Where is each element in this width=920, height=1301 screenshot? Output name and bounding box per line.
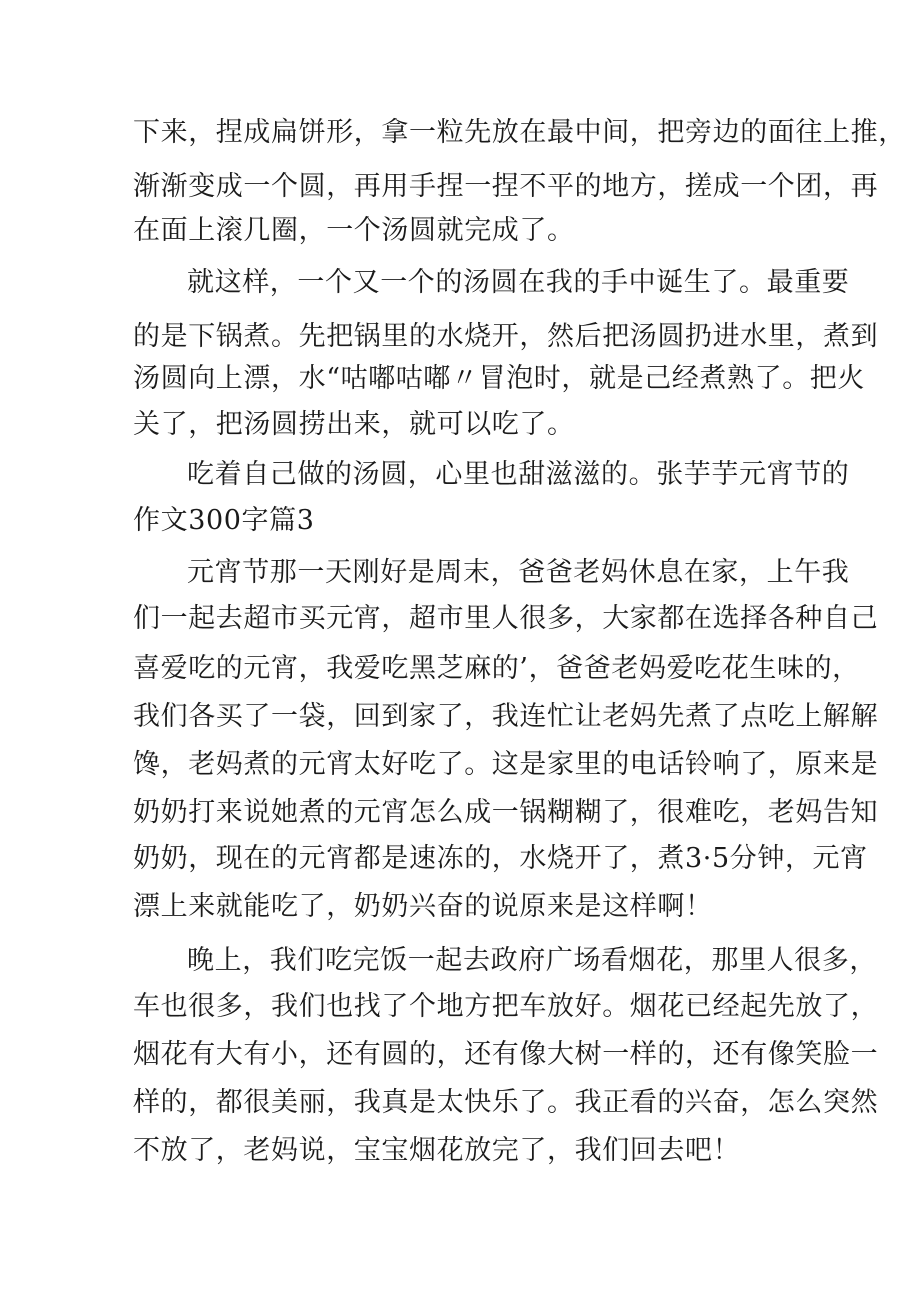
text-line: 喜爱吃的元宵，我爱吃黑芝麻的’，爸爸老妈爱吃花生味的， xyxy=(133,653,860,684)
text-line: 晚上，我们吃完饭一起去政府广场看烟花，那里人很多， xyxy=(187,945,877,976)
text-line: 作文300字篇3 xyxy=(133,505,315,536)
text-line: 汤圆向上漂，水“咕嘟咕嘟〃冒泡时，就是己经煮熟了。把火 xyxy=(133,363,866,394)
text-line: 我们各买了一袋，回到家了，我连忙让老妈先煮了点吃上解解 xyxy=(133,701,879,732)
text-line: 在面上滚几圈，一个汤圆就完成了。 xyxy=(133,215,575,246)
text-line: 奶奶，现在的元宵都是速冻的，水烧开了，煮3·5分钟，元宵 xyxy=(133,843,868,874)
text-line: 吃着自己做的汤圆，心里也甜滋滋的。张芋芋元宵节的 xyxy=(187,459,850,490)
text-line: 就这样，一个又一个的汤圆在我的手中诞生了。最重要 xyxy=(187,267,850,298)
text-line: 渐渐变成一个圆，再用手捏一捏不平的地方，搓成一个团，再 xyxy=(133,171,879,202)
text-line: 的是下锅煮。先把锅里的水烧开，然后把汤圆扔进水里，煮到 xyxy=(133,321,879,352)
text-line: 下来，捏成扁饼形，拿一粒先放在最中间，把旁边的面往上推， xyxy=(133,117,906,148)
text-line: 奶奶打来说她煮的元宵怎么成一锅糊糊了，很难吃，老妈告知 xyxy=(133,797,879,828)
text-line: 不放了，老妈说，宝宝烟花放完了，我们回去吧！ xyxy=(133,1135,741,1166)
text-line: 馋，老妈煮的元宵太好吃了。这是家里的电话铃响了，原来是 xyxy=(133,749,879,780)
text-line: 元宵节那一天刚好是周末，爸爸老妈休息在家，上午我 xyxy=(187,557,850,588)
text-line: 关了，把汤圆捞出来，就可以吃了。 xyxy=(133,409,575,440)
text-line: 烟花有大有小，还有圆的，还有像大树一样的，还有像笑脸一 xyxy=(133,1039,879,1070)
text-line: 样的，都很美丽，我真是太快乐了。我正看的兴奋，怎么突然 xyxy=(133,1087,879,1118)
text-line: 们一起去超市买元宵，超市里人很多，大家都在选择各种自己 xyxy=(133,603,879,634)
text-line: 车也很多，我们也找了个地方把车放好。烟花已经起先放了， xyxy=(133,991,879,1022)
text-line: 漂上来就能吃了，奶奶兴奋的说原来是这样啊！ xyxy=(133,891,713,922)
